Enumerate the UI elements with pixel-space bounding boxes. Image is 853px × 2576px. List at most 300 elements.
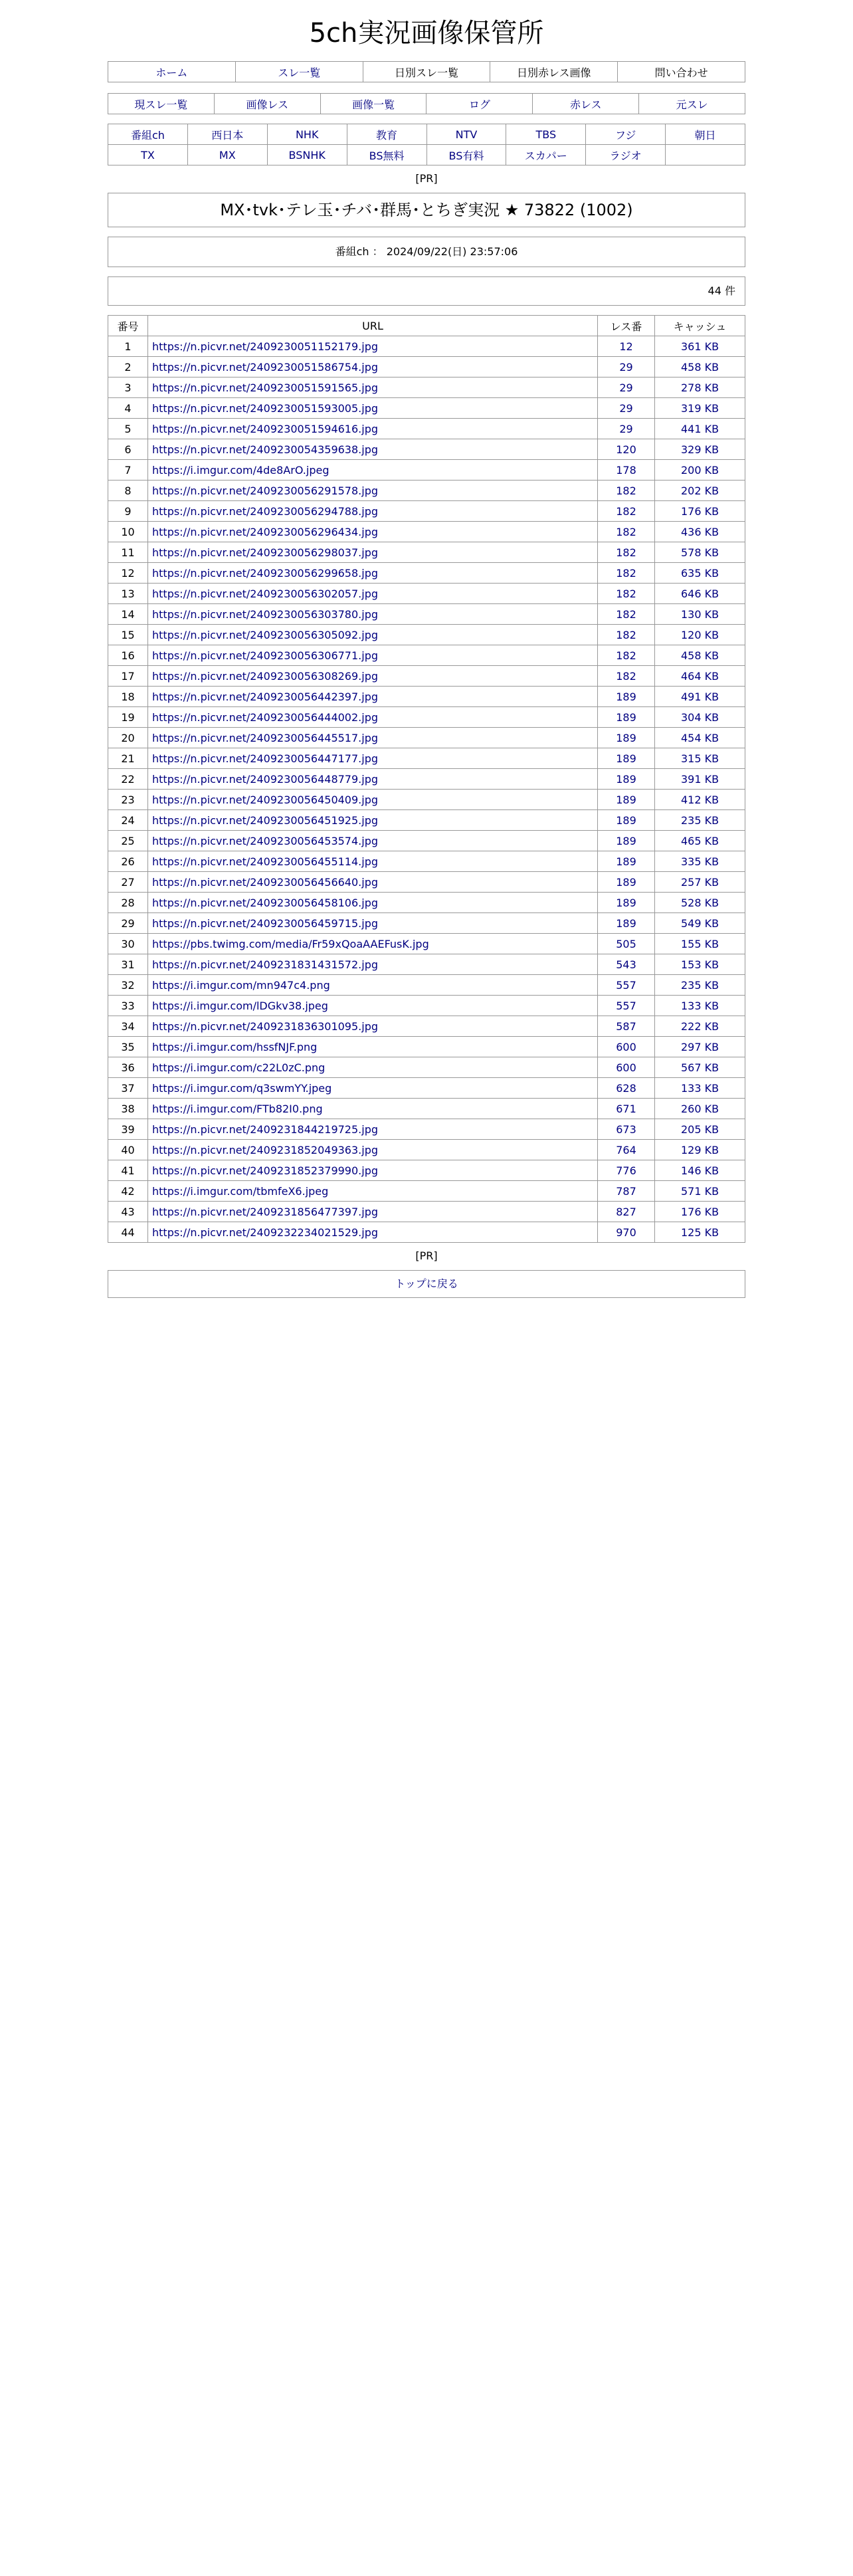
row-number: 5 <box>108 419 148 439</box>
cache-link[interactable]: 146 KB <box>680 1164 719 1177</box>
table-row <box>108 954 745 975</box>
cache-link[interactable]: 297 KB <box>680 1040 719 1053</box>
image-url-link[interactable]: https://i.imgur.com/FTb82I0.png <box>152 1102 323 1115</box>
image-url-link[interactable]: https://i.imgur.com/mn947c4.png <box>152 978 330 992</box>
res-number-link[interactable]: 600 <box>616 1040 636 1053</box>
image-url-link[interactable]: https://n.picvr.net/2409231856477397.jpg <box>152 1205 379 1218</box>
row-number: 11 <box>108 542 148 563</box>
res-number-link[interactable]: 182 <box>616 587 636 600</box>
cache-link[interactable]: 176 KB <box>680 504 719 518</box>
row-url-cell <box>148 1057 598 1078</box>
channel-item-5-cell <box>506 124 586 145</box>
nav-secondary-item-0-cell <box>108 94 215 114</box>
table-row <box>108 975 745 996</box>
table-row <box>108 996 745 1016</box>
res-number-link[interactable]: 182 <box>616 566 636 580</box>
res-number-link[interactable]: 673 <box>616 1123 636 1136</box>
channel-item-12-cell <box>427 145 506 165</box>
image-url-link[interactable]: https://n.picvr.net/2409230056442397.jpg <box>152 690 379 703</box>
image-url-link[interactable]: https://n.picvr.net/2409230056306771.jpg <box>152 649 379 662</box>
table-row <box>108 687 745 707</box>
image-url-link[interactable]: https://i.imgur.com/q3swmYY.jpeg <box>152 1081 332 1095</box>
table-row <box>108 1037 745 1057</box>
row-number: 21 <box>108 748 148 769</box>
cache-link[interactable]: 391 KB <box>680 772 719 786</box>
row-cache-cell <box>655 604 745 625</box>
cache-link[interactable]: 458 KB <box>680 360 719 374</box>
channel-item-13[interactable]: スカパー <box>524 149 567 162</box>
nav-primary-item-0[interactable]: ホーム <box>155 66 188 79</box>
row-res-cell <box>598 645 655 666</box>
image-url-link[interactable]: https://n.picvr.net/2409230056302057.jpg <box>152 587 379 600</box>
cache-link[interactable]: 464 KB <box>680 669 719 683</box>
res-number-link[interactable]: 182 <box>616 504 636 518</box>
res-number-link[interactable]: 189 <box>616 813 636 827</box>
image-url-link[interactable]: https://n.picvr.net/2409231831431572.jpg <box>152 958 379 971</box>
cache-link[interactable]: 304 KB <box>680 710 719 724</box>
image-url-link[interactable]: https://n.picvr.net/2409230056447177.jpg <box>152 752 379 765</box>
cache-link[interactable]: 335 KB <box>680 855 719 868</box>
image-url-link[interactable]: https://n.picvr.net/2409230056294788.jpg <box>152 504 379 518</box>
image-url-link[interactable]: https://n.picvr.net/2409230056455114.jpg <box>152 855 379 868</box>
nav-primary-item-0-cell <box>108 62 236 82</box>
res-number-link[interactable]: 29 <box>619 422 633 435</box>
cache-link[interactable]: 222 KB <box>680 1020 719 1033</box>
cache-link[interactable]: 202 KB <box>680 484 719 497</box>
cache-link[interactable]: 412 KB <box>680 793 719 806</box>
row-res-cell <box>598 336 655 357</box>
image-url-link[interactable]: https://n.picvr.net/2409230056298037.jpg <box>152 546 379 559</box>
row-number: 23 <box>108 790 148 810</box>
row-number: 39 <box>108 1119 148 1140</box>
res-number-link[interactable]: 189 <box>616 731 636 744</box>
row-url-cell <box>148 769 598 790</box>
row-res-cell <box>598 728 655 748</box>
table-row <box>108 707 745 728</box>
row-number: 28 <box>108 893 148 913</box>
cache-link[interactable]: 176 KB <box>680 1205 719 1218</box>
row-url-cell <box>148 831 598 851</box>
row-number: 34 <box>108 1016 148 1037</box>
nav-secondary-item-3[interactable]: ログ <box>468 98 490 111</box>
cache-link[interactable]: 315 KB <box>680 752 719 765</box>
row-number: 2 <box>108 357 148 377</box>
res-number-link[interactable]: 787 <box>616 1184 636 1198</box>
row-url-cell <box>148 645 598 666</box>
res-number-link[interactable]: 29 <box>619 360 633 374</box>
row-number: 25 <box>108 831 148 851</box>
res-number-link[interactable]: 764 <box>616 1143 636 1156</box>
table-row <box>108 563 745 584</box>
channel-item-12[interactable]: BS有料 <box>448 149 484 162</box>
res-number-link[interactable]: 29 <box>619 401 633 415</box>
res-number-link[interactable]: 12 <box>619 340 633 353</box>
res-number-link[interactable]: 178 <box>616 463 636 477</box>
result-count: 44 件 <box>108 276 745 306</box>
table-row <box>108 913 745 934</box>
cache-link[interactable]: 235 KB <box>680 813 719 827</box>
row-cache-cell <box>655 790 745 810</box>
row-res-cell <box>598 831 655 851</box>
row-cache-cell <box>655 1099 745 1119</box>
row-cache-cell <box>655 357 745 377</box>
cache-link[interactable]: 129 KB <box>680 1143 719 1156</box>
cache-link[interactable]: 458 KB <box>680 649 719 662</box>
image-url-link[interactable]: https://i.imgur.com/tbmfeX6.jpeg <box>152 1184 329 1198</box>
channel-item-4-cell <box>427 124 506 145</box>
channel-item-2[interactable]: NHK <box>295 128 319 141</box>
row-number: 29 <box>108 913 148 934</box>
cache-link[interactable]: 153 KB <box>680 958 719 971</box>
row-url-cell <box>148 1181 598 1202</box>
row-url-cell <box>148 460 598 481</box>
res-number-link[interactable]: 182 <box>616 669 636 683</box>
row-url-cell <box>148 666 598 687</box>
nav-secondary-item-4[interactable]: 赤レス <box>569 98 602 111</box>
res-number-link[interactable]: 189 <box>616 875 636 889</box>
cache-link[interactable]: 235 KB <box>680 978 719 992</box>
nav-primary-item-1[interactable]: スレ一覧 <box>278 66 321 79</box>
row-url-cell <box>148 975 598 996</box>
row-url-cell <box>148 748 598 769</box>
cache-link[interactable]: 441 KB <box>680 422 719 435</box>
image-url-link[interactable]: https://n.picvr.net/2409231852379990.jpg <box>152 1164 379 1177</box>
row-number: 8 <box>108 481 148 501</box>
table-row <box>108 1222 745 1243</box>
nav-secondary-item-2-cell <box>320 94 427 114</box>
channel-item-6[interactable]: フジ <box>615 128 636 142</box>
image-url-link[interactable]: https://n.picvr.net/2409230056456640.jpg <box>152 875 379 889</box>
image-url-link[interactable]: https://i.imgur.com/hssfNJF.png <box>152 1040 318 1053</box>
row-number: 33 <box>108 996 148 1016</box>
cache-link[interactable]: 436 KB <box>680 525 719 538</box>
res-number-link[interactable]: 189 <box>616 793 636 806</box>
image-url-link[interactable]: https://n.picvr.net/2409230056453574.jpg <box>152 834 379 847</box>
primary-nav <box>108 61 745 82</box>
res-number-link[interactable]: 671 <box>616 1102 636 1115</box>
res-number-link[interactable]: 29 <box>619 381 633 394</box>
row-url-cell <box>148 501 598 522</box>
row-url-cell <box>148 687 598 707</box>
row-number: 38 <box>108 1099 148 1119</box>
channel-item-8[interactable]: TX <box>141 148 155 161</box>
cache-link[interactable]: 200 KB <box>680 463 719 477</box>
image-url-link[interactable]: https://n.picvr.net/2409231852049363.jpg <box>152 1143 379 1156</box>
image-url-link[interactable]: https://n.picvr.net/2409231844219725.jpg <box>152 1123 379 1136</box>
channel-item-6-cell <box>586 124 666 145</box>
res-number-link[interactable]: 182 <box>616 546 636 559</box>
row-cache-cell <box>655 1160 745 1181</box>
table-row <box>108 1181 745 1202</box>
cache-link[interactable]: 465 KB <box>680 834 719 847</box>
cache-link[interactable]: 133 KB <box>680 999 719 1012</box>
nav-primary-item-2-cell <box>363 62 490 82</box>
channel-item-10[interactable]: BSNHK <box>288 148 326 161</box>
row-number: 7 <box>108 460 148 481</box>
cache-link[interactable]: 125 KB <box>680 1226 719 1239</box>
row-cache-cell <box>655 1181 745 1202</box>
image-url-link[interactable]: https://pbs.twimg.com/media/Fr59xQoaAAEFusK.jpg <box>152 937 429 950</box>
row-cache-cell <box>655 913 745 934</box>
image-url-link[interactable]: https://n.picvr.net/2409230056299658.jpg <box>152 566 379 580</box>
row-cache-cell <box>655 419 745 439</box>
table-row <box>108 790 745 810</box>
table-row <box>108 584 745 604</box>
table-row <box>108 810 745 831</box>
res-number-link[interactable]: 827 <box>616 1205 636 1218</box>
row-res-cell <box>598 1222 655 1243</box>
table-row <box>108 522 745 542</box>
nav-secondary-item-4-cell <box>533 94 639 114</box>
res-number-link[interactable]: 189 <box>616 916 636 930</box>
cache-link[interactable]: 454 KB <box>680 731 719 744</box>
row-url-cell <box>148 934 598 954</box>
image-url-link[interactable]: https://n.picvr.net/2409230051594616.jpg <box>152 422 379 435</box>
row-res-cell <box>598 707 655 728</box>
header-num: 番号 <box>108 316 148 336</box>
row-number: 43 <box>108 1202 148 1222</box>
image-url-link[interactable]: https://i.imgur.com/c22L0zC.png <box>152 1061 326 1074</box>
row-cache-cell <box>655 1222 745 1243</box>
channel-item-9[interactable]: MX <box>219 148 236 161</box>
image-url-link[interactable]: https://n.picvr.net/2409230056450409.jpg <box>152 793 379 806</box>
row-res-cell <box>598 1078 655 1099</box>
row-res-cell <box>598 748 655 769</box>
channel-item-14[interactable]: ラジオ <box>609 149 642 162</box>
image-url-link[interactable]: https://n.picvr.net/2409230051591565.jpg <box>152 381 379 394</box>
image-url-link[interactable]: https://n.picvr.net/2409232234021529.jpg <box>152 1226 379 1239</box>
res-number-link[interactable]: 600 <box>616 1061 636 1074</box>
row-number: 35 <box>108 1037 148 1057</box>
res-number-link[interactable]: 189 <box>616 896 636 909</box>
image-url-link[interactable]: https://n.picvr.net/2409230056451925.jpg <box>152 813 379 827</box>
row-number: 20 <box>108 728 148 748</box>
channel-item-5[interactable]: TBS <box>535 128 557 141</box>
thread-title: MX･tvk･テレ玉･チバ･群馬･とちぎ実況 ★ 73822 (1002) <box>108 193 745 227</box>
cache-link[interactable]: 260 KB <box>680 1102 719 1115</box>
row-url-cell <box>148 542 598 563</box>
res-number-link[interactable]: 776 <box>616 1164 636 1177</box>
cache-link[interactable]: 361 KB <box>680 340 719 353</box>
nav-secondary-item-0[interactable]: 現スレ一覧 <box>134 98 188 111</box>
image-url-link[interactable]: https://n.picvr.net/2409230051152179.jpg <box>152 340 379 353</box>
res-number-link[interactable]: 189 <box>616 752 636 765</box>
cache-link[interactable]: 528 KB <box>680 896 719 909</box>
res-number-link[interactable]: 189 <box>616 710 636 724</box>
row-res-cell <box>598 522 655 542</box>
cache-link[interactable]: 278 KB <box>680 381 719 394</box>
row-res-cell <box>598 687 655 707</box>
row-cache-cell <box>655 398 745 419</box>
row-number: 37 <box>108 1078 148 1099</box>
table-row <box>108 625 745 645</box>
cache-link[interactable]: 491 KB <box>680 690 719 703</box>
nav-primary-item-4-cell <box>618 62 745 82</box>
channel-item-1[interactable]: 西日本 <box>211 128 244 142</box>
table-row <box>108 1016 745 1037</box>
image-url-link[interactable]: https://n.picvr.net/2409230056308269.jpg <box>152 669 379 683</box>
row-url-cell <box>148 481 598 501</box>
table-row <box>108 1160 745 1181</box>
row-url-cell <box>148 954 598 975</box>
cache-link[interactable]: 578 KB <box>680 546 719 559</box>
image-url-link[interactable]: https://n.picvr.net/2409230056445517.jpg <box>152 731 379 744</box>
res-number-link[interactable]: 557 <box>616 978 636 992</box>
image-url-link[interactable]: https://n.picvr.net/2409230056448779.jpg <box>152 772 379 786</box>
cache-link[interactable]: 319 KB <box>680 401 719 415</box>
table-row <box>108 542 745 563</box>
image-url-link[interactable]: https://n.picvr.net/2409230056296434.jpg <box>152 525 379 538</box>
image-url-link[interactable]: https://n.picvr.net/2409230051593005.jpg <box>152 401 379 415</box>
res-number-link[interactable]: 182 <box>616 628 636 641</box>
res-number-link[interactable]: 189 <box>616 772 636 786</box>
res-number-link[interactable]: 120 <box>616 443 636 456</box>
pr-label-top: [PR] <box>415 172 438 185</box>
back-to-top-box <box>108 1270 745 1298</box>
cache-link[interactable]: 567 KB <box>680 1061 719 1074</box>
res-number-link[interactable]: 970 <box>616 1226 636 1239</box>
row-url-cell <box>148 584 598 604</box>
table-row <box>108 1202 745 1222</box>
row-cache-cell <box>655 336 745 357</box>
cache-link[interactable]: 130 KB <box>680 607 719 621</box>
image-url-link[interactable]: https://n.picvr.net/2409230054359638.jpg <box>152 443 379 456</box>
channel-item-14-cell <box>586 145 666 165</box>
row-res-cell <box>598 1202 655 1222</box>
table-row <box>108 357 745 377</box>
channel-item-8-cell <box>108 145 188 165</box>
res-number-link[interactable]: 189 <box>616 690 636 703</box>
row-url-cell <box>148 604 598 625</box>
res-number-link[interactable]: 628 <box>616 1081 636 1095</box>
nav-primary-item-3-cell <box>490 62 618 82</box>
row-url-cell <box>148 439 598 460</box>
row-res-cell <box>598 357 655 377</box>
image-url-link[interactable]: https://n.picvr.net/2409230051586754.jpg <box>152 360 379 374</box>
nav-secondary-item-5-cell <box>639 94 745 114</box>
back-to-top-link[interactable]: トップに戻る <box>395 1277 458 1290</box>
res-number-link[interactable]: 182 <box>616 607 636 621</box>
row-url-cell <box>148 1119 598 1140</box>
image-url-link[interactable]: https://n.picvr.net/2409230056459715.jpg <box>152 916 379 930</box>
table-row <box>108 831 745 851</box>
row-cache-cell <box>655 666 745 687</box>
row-res-cell <box>598 460 655 481</box>
table-row <box>108 1119 745 1140</box>
image-url-link[interactable]: https://n.picvr.net/2409230056303780.jpg <box>152 607 379 621</box>
row-number: 40 <box>108 1140 148 1160</box>
image-url-link[interactable]: https://i.imgur.com/4de8ArO.jpeg <box>152 463 330 477</box>
row-number: 22 <box>108 769 148 790</box>
row-cache-cell <box>655 748 745 769</box>
res-number-link[interactable]: 182 <box>616 484 636 497</box>
channel-item-4[interactable]: NTV <box>455 128 478 141</box>
row-number: 15 <box>108 625 148 645</box>
res-number-link[interactable]: 182 <box>616 649 636 662</box>
row-cache-cell <box>655 584 745 604</box>
row-number: 4 <box>108 398 148 419</box>
res-number-link[interactable]: 543 <box>616 958 636 971</box>
image-url-link[interactable]: https://n.picvr.net/2409231836301095.jpg <box>152 1020 379 1033</box>
nav-secondary-item-1[interactable]: 画像レス <box>246 98 288 111</box>
row-number: 9 <box>108 501 148 522</box>
cache-link[interactable]: 329 KB <box>680 443 719 456</box>
cache-link[interactable]: 257 KB <box>680 875 719 889</box>
table-row <box>108 769 745 790</box>
row-res-cell <box>598 851 655 872</box>
row-url-cell <box>148 1140 598 1160</box>
res-number-link[interactable]: 505 <box>616 937 636 950</box>
row-cache-cell <box>655 934 745 954</box>
nav-secondary-item-1-cell <box>214 94 320 114</box>
row-cache-cell <box>655 1057 745 1078</box>
row-cache-cell <box>655 769 745 790</box>
image-url-link[interactable]: https://n.picvr.net/2409230056305092.jpg <box>152 628 379 641</box>
row-url-cell <box>148 1222 598 1243</box>
nav-primary-item-1-cell <box>235 62 363 82</box>
channel-item-3[interactable]: 教育 <box>376 128 398 142</box>
res-number-link[interactable]: 189 <box>616 834 636 847</box>
row-cache-cell <box>655 831 745 851</box>
table-row <box>108 439 745 460</box>
row-url-cell <box>148 790 598 810</box>
page <box>108 16 745 1298</box>
res-number-link[interactable]: 557 <box>616 999 636 1012</box>
row-res-cell <box>598 975 655 996</box>
channel-item-11[interactable]: BS無料 <box>369 149 405 162</box>
image-url-link[interactable]: https://i.imgur.com/lDGkv38.jpeg <box>152 999 328 1012</box>
row-cache-cell <box>655 501 745 522</box>
cache-link[interactable]: 133 KB <box>680 1081 719 1095</box>
row-cache-cell <box>655 625 745 645</box>
cache-link[interactable]: 571 KB <box>680 1184 719 1198</box>
nav-secondary-item-2[interactable]: 画像一覧 <box>352 98 395 111</box>
cache-link[interactable]: 205 KB <box>680 1123 719 1136</box>
image-url-link[interactable]: https://n.picvr.net/2409230056444002.jpg <box>152 710 379 724</box>
row-res-cell <box>598 893 655 913</box>
cache-link[interactable]: 549 KB <box>680 916 719 930</box>
row-cache-cell <box>655 1202 745 1222</box>
row-res-cell <box>598 996 655 1016</box>
table-row <box>108 377 745 398</box>
cache-link[interactable]: 635 KB <box>680 566 719 580</box>
nav-secondary-item-5[interactable]: 元スレ <box>676 98 708 111</box>
channel-nav <box>108 124 745 165</box>
table-row <box>108 1099 745 1119</box>
channel-item-9-cell <box>187 145 267 165</box>
channel-item-15-cell <box>666 145 745 165</box>
channel-item-1-cell <box>187 124 267 145</box>
row-number: 18 <box>108 687 148 707</box>
image-url-link[interactable]: https://n.picvr.net/2409230056458106.jpg <box>152 896 379 909</box>
channel-item-7[interactable]: 朝日 <box>694 128 716 142</box>
cache-link[interactable]: 155 KB <box>680 937 719 950</box>
image-url-link[interactable]: https://n.picvr.net/2409230056291578.jpg <box>152 484 379 497</box>
res-number-link[interactable]: 182 <box>616 525 636 538</box>
channel-item-0[interactable]: 番組ch <box>130 128 165 142</box>
secondary-nav <box>108 93 745 114</box>
table-row <box>108 604 745 625</box>
res-number-link[interactable]: 189 <box>616 855 636 868</box>
cache-link[interactable]: 646 KB <box>680 587 719 600</box>
res-number-link[interactable]: 587 <box>616 1020 636 1033</box>
row-cache-cell <box>655 687 745 707</box>
row-number: 6 <box>108 439 148 460</box>
row-number: 19 <box>108 707 148 728</box>
row-cache-cell <box>655 728 745 748</box>
row-cache-cell <box>655 1016 745 1037</box>
cache-link[interactable]: 120 KB <box>680 628 719 641</box>
